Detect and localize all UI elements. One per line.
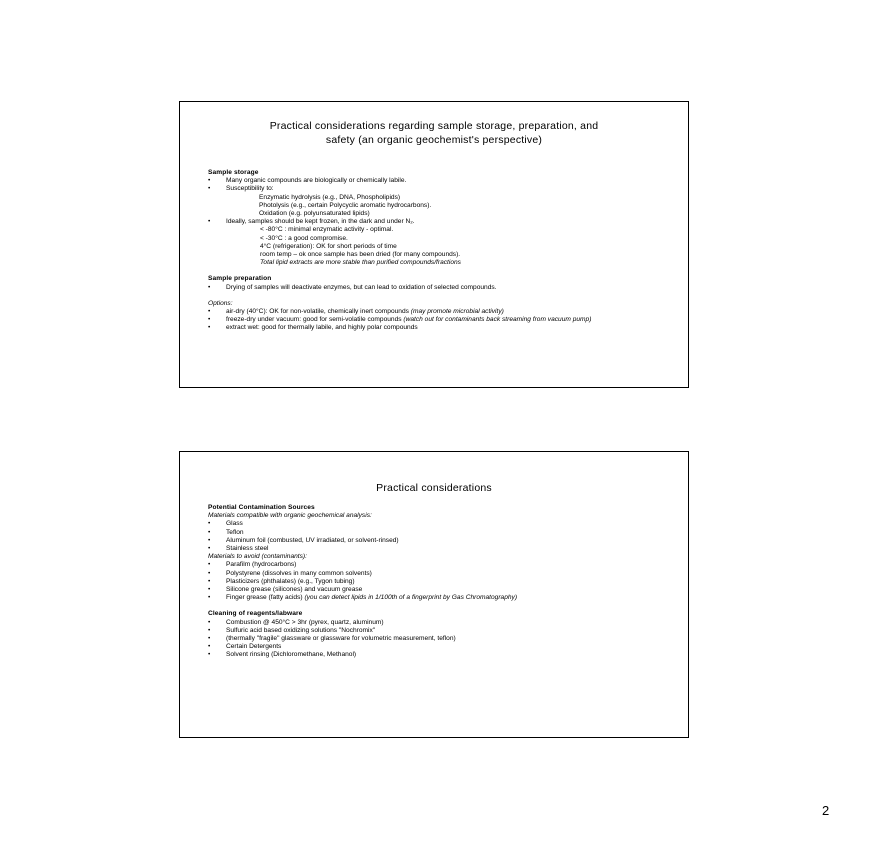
slide-1 <box>179 101 689 388</box>
list-item: • Teflon <box>208 528 244 536</box>
sub-item: Photolysis (e.g., certain Polycyclic aromatic hydrocarbons). <box>259 201 432 209</box>
list-item: • Glass <box>208 520 243 528</box>
list-item: • Stainless steel <box>208 545 269 553</box>
list-item: • Certain Detergents <box>208 643 282 651</box>
list-item: • Combustion @ 450°C > 3hr (pyrex, quartz, aluminum) <box>208 618 384 626</box>
slide-2-body <box>208 504 670 660</box>
list-item: • Drying of samples will deactivate enzymes, but can lead to oxidation of selected compounds. <box>208 283 497 291</box>
slide-2-title: Practical considerations <box>376 482 492 494</box>
list-item: • Polystyrene (dissolves in many common solvents) <box>208 569 372 577</box>
list-item: • Ideally, samples should be kept frozen, in the dark and under N₂. <box>208 218 415 226</box>
contamination-heading: Potential Contamination Sources <box>208 504 315 511</box>
list-item: • Aluminum foil (combusted, UV irradiated, or solvent-rinsed) <box>208 536 399 544</box>
sub-item: room temp – ok once sample has been dried (for many compounds). <box>260 251 461 259</box>
sub-item: 4°C (refrigeration): OK for short periods of time <box>260 242 397 250</box>
cleaning-heading: Cleaning of reagents/labware <box>208 610 303 618</box>
slide-1-body <box>208 169 670 333</box>
list-item: • extract wet: good for thermally labile, and highly polar compounds <box>208 324 418 332</box>
list-item: • Silicone grease (silicones) and vacuum grease <box>208 586 363 594</box>
sample-storage-heading: Sample storage <box>208 169 259 176</box>
sample-preparation-heading: Sample preparation <box>208 275 272 283</box>
compatible-label: Materials compatible with organic geochemical analysis: <box>208 512 372 520</box>
list-item: • Parafilm (hydrocarbons) <box>208 561 297 569</box>
sub-item: < -30°C : a good compromise. <box>260 234 348 242</box>
sub-item: < -80°C : minimal enzymatic activity - optimal. <box>260 226 394 234</box>
list-item: • air-dry (40°C): OK for non-volatile, chemically inert compounds (may promote microbial activity) <box>208 308 504 316</box>
sub-item: Enzymatic hydrolysis (e.g., DNA, Phospholipids) <box>259 193 401 201</box>
sub-item: Total lipid extracts are more stable than purified compounds/fractions <box>260 259 461 267</box>
sub-item: Oxidation (e.g. polyunsaturated lipids) <box>259 210 370 218</box>
list-item: • Susceptibility to: <box>208 185 274 193</box>
page-number: 2 <box>822 803 830 818</box>
slide-2 <box>179 451 689 738</box>
list-item: • (thermally "fragile" glassware or glassware for volumetric measurement, teflon) <box>208 635 456 643</box>
options-label: Options: <box>208 299 233 307</box>
list-item: • Solvent rinsing (Dichloromethane, Methanol) <box>208 651 357 659</box>
list-item: • Plasticizers (phthalates) (e.g., Tygon tubing) <box>208 577 355 585</box>
list-item: • Sulfuric acid based oxidizing solutions "Nochromix" <box>208 626 376 634</box>
list-item: • Finger grease (fatty acids) (you can detect lipids in 1/100th of a fingerprint by Gas Chromatography) <box>208 594 518 602</box>
slide-1-title: Practical considerations regarding sample storage, preparation, and safety (an organic geochemist's perspective) <box>269 120 599 146</box>
list-item: • freeze-dry under vacuum: good for semi-volatile compounds (watch out for contaminants back streaming from vacuum pump) <box>208 316 592 324</box>
list-item: • Many organic compounds are biologically or chemically labile. <box>208 177 407 185</box>
avoid-label: Materials to avoid (contaminants): <box>208 553 307 561</box>
